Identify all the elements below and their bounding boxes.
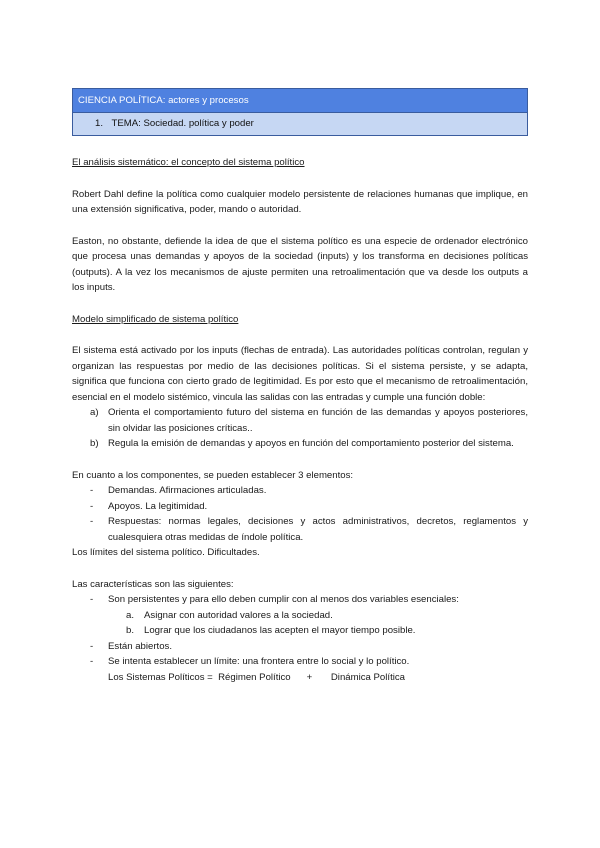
list-item xyxy=(72,405,528,436)
characteristics-list xyxy=(72,592,528,608)
list-item xyxy=(72,499,528,515)
course-header-table xyxy=(72,88,528,136)
formula-line: Los Sistemas Políticos = Régimen Político + Dinámica Política xyxy=(108,671,405,683)
list-marker: - xyxy=(90,640,94,652)
list-item-text: Orienta el comportamiento futuro del sistema en función de las demandas y apoyos posteriores, sin olvidar las posiciones críticas.. xyxy=(108,407,528,434)
list-item xyxy=(72,514,528,545)
list-item-text: Demandas. Afirmaciones articuladas. xyxy=(108,485,267,496)
course-title: CIENCIA POLÍTICA: actores y procesos xyxy=(73,89,527,113)
list-marker: - xyxy=(90,500,94,512)
list-marker: a. xyxy=(126,609,135,621)
function-list xyxy=(72,405,528,452)
list-item-text: Asignar con autoridad valores a la sociedad. xyxy=(144,609,333,621)
list-marker: - xyxy=(90,594,94,605)
document-page xyxy=(72,88,528,685)
list-item xyxy=(72,436,528,452)
list-marker: - xyxy=(90,516,94,527)
list-item-text: Son persistentes y para ello deben cumplir con al menos dos variables esenciales: xyxy=(108,594,459,605)
list-item-text: Se intenta establecer un límite: una frontera entre lo social y lo político. xyxy=(108,656,410,667)
list-item-text: Respuestas: normas legales, decisiones y actos administrativos, decretos, reglamentos y cualesquiera otras medidas de índole política. xyxy=(108,516,528,543)
list-item-text: Lograr que los ciudadanos las acepten el mayor tiempo posible. xyxy=(144,625,416,636)
list-item xyxy=(72,639,528,655)
list-item xyxy=(72,654,528,670)
list-marker: - xyxy=(90,485,94,496)
list-item xyxy=(72,608,528,624)
paragraph-sistema: El sistema está activado por los inputs (flechas de entrada). Las autoridades políticas controlan, regulan y organizan las respuestas por medio de las decisiones políticas. Si el sistema persiste, y se adapta, significa que funciona con cierto grado de legitimidad. Es por esto que el mecanismo de retroalimentación, esencial en el modelo sistémico, vincula las salidas con las entradas y cumple una función doble: xyxy=(72,345,528,403)
topic-number: 1. xyxy=(95,118,104,129)
list-marker: b) xyxy=(90,438,99,449)
list-item xyxy=(72,592,528,608)
topic-text: TEMA: Sociedad. política y poder xyxy=(111,118,254,129)
list-item-text: Regula la emisión de demandas y apoyos en función del comportamiento posterior del sistema. xyxy=(108,438,514,449)
section-heading-analisis: El análisis sistemático: el concepto del sistema político xyxy=(72,157,305,168)
list-item xyxy=(72,623,528,639)
paragraph-dahl: Robert Dahl define la política como cualquier modelo persistente de relaciones humanas que implique, en una extensión significativa, poder, mando o autoridad. xyxy=(72,188,528,215)
list-marker: a) xyxy=(90,407,99,418)
list-item-text: Apoyos. La legitimidad. xyxy=(108,500,208,512)
paragraph-easton: Easton, no obstante, defiende la idea de que el sistema político es una especie de ordenador electrónico que procesa unas demandas y apoyos de la sociedad (inputs) y los transforma en decisiones políticas (outputs). A la vez los mecanismos de ajuste permiten una retroalimentación que va desde los outputs a los inputs. xyxy=(72,235,528,293)
list-item-text: Están abiertos. xyxy=(108,640,172,652)
characteristics-list-continued xyxy=(72,639,528,670)
section-heading-modelo: Modelo simplificado de sistema político xyxy=(72,313,239,325)
list-marker: b. xyxy=(126,625,135,636)
topic-row xyxy=(73,113,527,135)
components-list xyxy=(72,483,528,545)
list-marker: - xyxy=(90,656,94,667)
limits-line: Los límites del sistema político. Dificultades. xyxy=(72,547,260,558)
components-intro: En cuanto a los componentes, se pueden establecer 3 elementos: xyxy=(72,469,354,481)
variables-sublist xyxy=(72,608,528,639)
characteristics-intro: Las características son las siguientes: xyxy=(72,578,234,590)
list-item xyxy=(72,483,528,499)
